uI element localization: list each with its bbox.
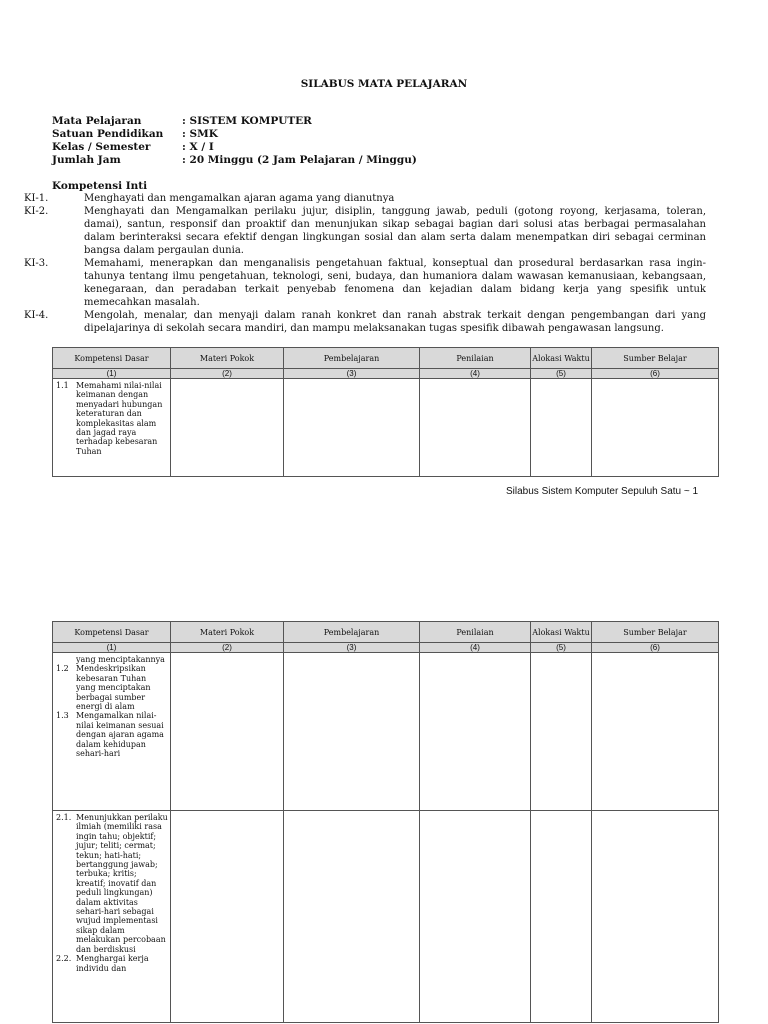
meta-row-hours (52, 154, 417, 167)
syllabus-table-page2 (52, 621, 719, 1023)
column-number: (6) (592, 643, 719, 653)
pembelajaran-cell (284, 379, 420, 477)
meta-label: Jumlah Jam (52, 154, 121, 166)
column-number: (2) (171, 369, 284, 379)
column-number-row (53, 643, 719, 653)
meta-value: : SMK (182, 128, 218, 140)
kd-cell (53, 653, 171, 811)
kd-number: 1.3 (56, 711, 69, 721)
kd-text: Memahami nilai-nilai keimanan dengan menyadari hubungan keteraturan dan komplekasitas alam dan jagad raya terhadap kebesaran Tuhan (76, 381, 163, 456)
meta-label: Mata Pelajaran (52, 115, 142, 127)
meta-value: : 20 Minggu (2 Jam Pelajaran / Minggu) (182, 154, 417, 166)
page-footer: Silabus Sistem Komputer Sepuluh Satu ~ 1 (506, 486, 699, 497)
kd-text: Menghargai kerja individu dan (76, 954, 149, 973)
column-number: (3) (284, 369, 420, 379)
ki-code: KI-3. (24, 258, 49, 269)
subject-meta (52, 115, 417, 167)
penilaian-cell (420, 379, 531, 477)
materi-cell (171, 379, 284, 477)
column-number: (1) (53, 643, 171, 653)
column-number: (4) (420, 643, 531, 653)
kd-number: 2.1. (56, 813, 72, 822)
column-number: (4) (420, 369, 531, 379)
kd-number: 2.2. (56, 954, 72, 964)
header-penilaian: Penilaian (420, 622, 531, 643)
kd-text: Menunjukkan perilaku ilmiah (memiliki rasa ingin tahu; objektif; jujur; teliti; cermat; tekun; hati-hati; bertanggung jawab; terbuka; kritis; kreatif; inovatif dan peduli lingkungan) dalam aktivitas sehari-hari sebagai wujud implementasi sikap dalam melakukan percobaan dan berdiskusi (76, 813, 168, 954)
kd-entry (56, 813, 168, 954)
kd-entry (56, 711, 168, 758)
materi-cell (171, 811, 284, 1023)
ki-list (24, 192, 706, 335)
meta-row-subject (52, 115, 417, 128)
ki-code: KI-1. (24, 193, 49, 204)
column-number: (3) (284, 643, 420, 653)
header-alokasi-waktu: Alokasi Waktu (531, 348, 592, 369)
meta-row-school (52, 128, 417, 141)
alokasi-cell (531, 379, 592, 477)
column-number: (1) (53, 369, 171, 379)
header-materi-pokok: Materi Pokok (171, 348, 284, 369)
header-pembelajaran: Pembelajaran (284, 348, 420, 369)
column-number-row (53, 369, 719, 379)
kd-entry (56, 664, 168, 711)
ki-item (24, 192, 706, 205)
header-kompetensi-dasar: Kompetensi Dasar (53, 348, 171, 369)
header-pembelajaran: Pembelajaran (284, 622, 420, 643)
kd-text: Mendeskripsikan kebesaran Tuhan yang menciptakan berbagai sumber energi di alam (76, 664, 151, 712)
ki-text: Memahami, menerapkan dan menganalisis pengetahuan faktual, konseptual dan prosedural berdasarkan rasa ingin-tahunya tentang ilmu pengetahuan, teknologi, seni, budaya, dan humaniora dalam wawasan kemanusiaan, kebangsaan, kenegaraan, dan peradaban terkait penyebab fenomena dan kejadian dalam bidang kerja yang spesifik untuk memecahkan masalah. (84, 258, 706, 308)
column-number: (5) (531, 643, 592, 653)
table-header-row (53, 348, 719, 369)
header-penilaian: Penilaian (420, 348, 531, 369)
kd-entry (56, 954, 168, 973)
meta-label: Satuan Pendidikan (52, 128, 164, 140)
ki-text: Mengolah, menalar, dan menyaji dalam ranah konkret dan ranah abstrak terkait dengan pengembangan dari yang dipelajarinya di sekolah secara mandiri, dan mampu melaksanakan tugas spesifik dibawah pengawasan langsung. (84, 310, 706, 334)
kd-number: 1.1 (56, 381, 69, 390)
table-header-row (53, 622, 719, 643)
pembelajaran-cell (284, 811, 420, 1023)
sumber-cell (592, 811, 719, 1023)
table-row (53, 811, 719, 1023)
document-title: SILABUS MATA PELAJARAN (300, 78, 468, 90)
kd-entry (56, 381, 168, 456)
ki-heading: Kompetensi Inti (52, 180, 148, 192)
header-sumber-belajar: Sumber Belajar (592, 622, 719, 643)
header-sumber-belajar: Sumber Belajar (592, 348, 719, 369)
materi-cell (171, 653, 284, 811)
ki-code: KI-4. (24, 310, 49, 321)
column-number: (6) (592, 369, 719, 379)
header-kompetensi-dasar: Kompetensi Dasar (53, 622, 171, 643)
pembelajaran-cell (284, 653, 420, 811)
kd-cell (53, 811, 171, 1023)
header-alokasi-waktu: Alokasi Waktu (531, 622, 592, 643)
column-number: (5) (531, 369, 592, 379)
ki-code: KI-2. (24, 206, 49, 217)
table-row (53, 653, 719, 811)
header-materi-pokok: Materi Pokok (171, 622, 284, 643)
ki-item (24, 205, 706, 257)
meta-value: : X / I (182, 141, 214, 153)
ki-item (24, 309, 706, 335)
syllabus-table-page1 (52, 347, 719, 477)
penilaian-cell (420, 811, 531, 1023)
meta-row-class (52, 141, 417, 154)
ki-text: Menghayati dan Mengamalkan perilaku jujur, disiplin, tanggung jawab, peduli (gotong royong, kerjasama, toleran, damai), santun, responsif dan proaktif dan menunjukan sikap sebagai bagian dari solusi atas berbagai permasalahan dalam berinteraksi secara efektif dengan lingkungan sosial dan alam serta dalam menempatkan diri sebagai cerminan bangsa dalam pergaulan dunia. (84, 206, 706, 256)
column-number: (2) (171, 643, 284, 653)
meta-label: Kelas / Semester (52, 141, 151, 153)
penilaian-cell (420, 653, 531, 811)
ki-item (24, 257, 706, 309)
sumber-cell (592, 379, 719, 477)
sumber-cell (592, 653, 719, 811)
alokasi-cell (531, 653, 592, 811)
ki-text: Menghayati dan mengamalkan ajaran agama yang dianutnya (84, 193, 395, 204)
kd-number: 1.2 (56, 664, 69, 674)
meta-value: : SISTEM KOMPUTER (182, 115, 312, 127)
kd-continuation: yang menciptakannya (76, 655, 165, 664)
kd-text: Mengamalkan nilai-nilai keimanan sesuai dengan ajaran agama dalam kehidupan sehari-hari (76, 711, 164, 759)
alokasi-cell (531, 811, 592, 1023)
kd-cell (53, 379, 171, 477)
table-row (53, 379, 719, 477)
